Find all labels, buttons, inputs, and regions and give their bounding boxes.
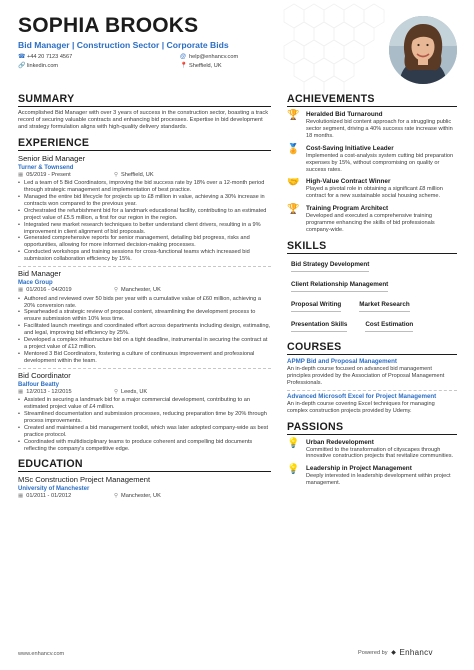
- candidate-title: Bid Manager | Construction Sector | Corporate Bids: [18, 40, 229, 50]
- contact-info: [18, 52, 338, 70]
- job-dates: 01/2016 - 04/2019: [26, 287, 72, 294]
- achievement-desc: Developed and executed a comprehensive training programme enhancing the skills of bid professionals company-wide.: [306, 213, 435, 234]
- passion-desc: Deeply interested in leadership development within project management.: [306, 473, 451, 487]
- bullet-item: • Managed the entire bid lifecycle for projects up to £8 million in value, achieving a 30% increase in contracts won compared to the previous year.: [18, 194, 271, 208]
- company-name: Mace Group: [18, 280, 53, 287]
- divider: [287, 390, 457, 391]
- achievement-desc: Revolutionized bid content approach for a struggling public sector segment, driving a 40% success rate increase within 18 months.: [306, 119, 453, 139]
- trophy-icon: 🏆: [287, 110, 300, 121]
- linkedin-text: linkedin.com: [27, 62, 59, 69]
- medal-icon: 🏅: [287, 143, 300, 155]
- job-dates: 05/2019 - Present: [26, 171, 71, 178]
- bullet-item: • Orchestrated the refurbishment bid for a landmark educational facility, contributing to an estimated project value of £5.5 million, a first for our region in the region.: [18, 208, 271, 222]
- avatar: [389, 16, 457, 84]
- phone-text: +44 20 7123 4567: [27, 53, 73, 60]
- location-pin-icon: ⚲: [114, 287, 119, 294]
- achievement-desc: Played a pivotal role in obtaining a significant £8 million contract for a new sustainable social housing scheme.: [306, 186, 443, 200]
- phone-item[interactable]: [18, 54, 180, 60]
- bullet-item: • Conducted workshops and training sessions for cross-functional teams which increased bid submission collaboration efficiency by 15%.: [18, 249, 271, 263]
- summary-heading: SUMMARY: [18, 93, 271, 107]
- calendar-icon: ▦: [18, 171, 24, 178]
- job-meta: [18, 287, 271, 295]
- email-text: help@enhancv.com: [189, 53, 239, 60]
- skill-tag: Cost Estimation: [365, 319, 413, 332]
- bullet-item: • Authored and reviewed over 50 bids per year with a cumulative value of £60 million, achieving a 20% conversion rate.: [18, 296, 271, 310]
- skill-tag: Proposal Writing: [291, 299, 341, 312]
- passion-item: [287, 464, 457, 487]
- achievement-item: [287, 204, 457, 234]
- bullet-item: • Created and maintained a bid management toolkit, which was later adopted company-wide as best practice protocol.: [18, 425, 271, 439]
- job-location: Leeds, UK: [121, 388, 148, 395]
- location-pin-icon: ⚲: [114, 388, 119, 395]
- job-location: Sheffield, UK: [121, 171, 154, 178]
- course-title: APMP Bid and Proposal Management: [287, 357, 397, 365]
- link-icon: 🔗: [18, 62, 26, 69]
- divider: [18, 368, 271, 369]
- achievement-desc: Implemented a cost-analysis system cutting bid preparation expenses by 15%, without compromising on quality or success rates.: [306, 152, 454, 173]
- job-entry: [18, 269, 271, 365]
- bullet-item: • Facilitated launch meetings and coordinated effort across departments including design, estimating, and legal, improving bid efficiency by 25%.: [18, 323, 271, 337]
- education-location: Manchester, UK: [121, 493, 161, 500]
- experience-heading: EXPERIENCE: [18, 137, 271, 151]
- courses-heading: COURSES: [287, 341, 457, 355]
- job-title: Bid Coordinator: [18, 370, 71, 380]
- skills-heading: SKILLS: [287, 240, 457, 254]
- job-meta: [18, 389, 271, 397]
- lightbulb-icon: 💡: [287, 464, 300, 476]
- bullet-item: • Developed a complex infrastructure bid on a tight deadline, instrumental in securing the contract at a project value of £12 million.: [18, 337, 271, 351]
- linkedin-item[interactable]: [18, 63, 180, 69]
- bullet-item: • Led a team of 5 Bid Coordinators, improving the bid success rate by 18% over a 12-month period through strategic management and implementation of best practice.: [18, 180, 271, 194]
- phone-icon: ☎: [18, 53, 26, 60]
- achievement-title: Cost-Saving Initiative Leader: [306, 144, 394, 152]
- job-entry: [18, 154, 271, 263]
- education-meta: [18, 493, 271, 501]
- bullet-item: • Generated comprehensive reports for senior management, detailing bid progress, risks and opportunities, allowing for more informed decision-making processes.: [18, 235, 271, 249]
- bullet-item: • Mentored 3 Bid Coordinators, fostering a culture of continuous improvement and professional development within the team.: [18, 351, 271, 365]
- job-bullets: [18, 397, 271, 452]
- bullet-item: • Assisted in securing a landmark bid for a major commercial development, contributing to an estimated project value of £4 million.: [18, 397, 271, 411]
- passion-desc: Committed to the transformation of cityscapes through innovative construction projects that revitalize communities.: [306, 446, 454, 460]
- handshake-icon: 🤝: [287, 177, 300, 189]
- skill-tag: Market Research: [359, 299, 409, 312]
- location-pin-icon: ⚲: [114, 171, 119, 178]
- candidate-name: SOPHIA BROOKS: [18, 14, 199, 37]
- bullet-item: • Streamlined documentation and submission processes, reducing preparation time by 20% through process improvements.: [18, 411, 271, 425]
- achievement-title: Heralded Bid Turnaround: [306, 111, 383, 118]
- education-heading: EDUCATION: [18, 458, 271, 472]
- passions-heading: PASSIONS: [287, 421, 457, 435]
- achievements-heading: ACHIEVEMENTS: [287, 93, 457, 107]
- achievement-title: Training Program Architect: [306, 205, 389, 213]
- right-column: [287, 93, 457, 491]
- job-entry: [18, 371, 271, 453]
- job-location: Manchester, UK: [121, 287, 161, 294]
- passion-title: Leadership in Project Management: [306, 465, 412, 473]
- job-bullets: [18, 180, 271, 263]
- course-title: Advanced Microsoft Excel for Project Management: [287, 392, 437, 400]
- company-name: Balfour Beatty: [18, 381, 60, 388]
- bullet-item: • Spearheaded a strategic review of proposal content, streamlining the development process to ensure submission within 10% less time.: [18, 309, 271, 323]
- skills-list: [287, 257, 457, 337]
- course-item: [287, 358, 457, 387]
- calendar-icon: ▦: [18, 287, 24, 294]
- job-title: Senior Bid Manager: [18, 153, 86, 163]
- at-icon: @: [180, 53, 187, 60]
- location-item: [180, 63, 222, 69]
- job-dates: 12/2013 - 12/2015: [26, 388, 72, 395]
- summary-text: Accomplished Bid Manager with over 3 years of success in the construction sector, boasting a track record of securing valuable contracts and enhancing bid processes. Expertise in bid development and strategy formulation aligns with high-quality delivery standards.: [18, 110, 269, 130]
- achievement-title: High-Value Contract Winner: [306, 178, 391, 186]
- job-title: Bid Manager: [18, 269, 62, 279]
- brand-name: Enhancv: [399, 648, 433, 657]
- passion-title: Urban Redevelopment: [306, 438, 374, 446]
- location-pin-icon: ⚲: [114, 493, 119, 500]
- location-pin-icon: 📍: [180, 62, 188, 69]
- left-column: [18, 93, 271, 502]
- degree-title: MSc Construction Project Management: [18, 475, 151, 485]
- calendar-icon: ▦: [18, 388, 24, 395]
- bullet-item: • Coordinated with multidisciplinary teams to produce coherent and compelling bid documents reflecting the company's competitive edge.: [18, 439, 271, 453]
- bullet-item: • Integrated new market research techniques to better understand client drivers, resulting in a 9% improvement in client alignment of bid proposals.: [18, 222, 271, 236]
- lightbulb-icon: 💡: [287, 437, 300, 449]
- footer-branding: [358, 648, 433, 657]
- course-item: [287, 393, 457, 415]
- footer-website[interactable]: www.enhancv.com: [18, 651, 65, 657]
- achievement-item: [287, 144, 457, 174]
- passion-item: [287, 438, 457, 461]
- skill-tag: Presentation Skills: [291, 319, 347, 332]
- job-meta: [18, 172, 271, 180]
- enhancv-logo-icon: ◆: [391, 649, 396, 656]
- skill-tag: Bid Strategy Development: [291, 259, 369, 272]
- education-dates: 01/2011 - 01/2012: [26, 493, 72, 500]
- company-name: Turner & Townsend: [18, 164, 74, 171]
- skill-tag: Client Relationship Management: [291, 279, 388, 292]
- email-item[interactable]: [180, 54, 238, 60]
- divider: [18, 266, 271, 267]
- trophy-icon: 🏆: [287, 204, 300, 216]
- course-desc: An in-depth course focused on advanced bid management principles provided by the Association of Proposal Management Professionals.: [287, 365, 445, 386]
- calendar-icon: ▦: [18, 493, 24, 500]
- achievement-item: [287, 110, 457, 140]
- location-text: Sheffield, UK: [189, 62, 222, 69]
- powered-by-text: Powered by: [358, 649, 388, 656]
- job-bullets: [18, 296, 271, 365]
- course-desc: An in-depth course covering Excel techniques for managing complex construction projects provided by Udemy.: [287, 400, 435, 414]
- achievement-item: [287, 177, 457, 200]
- school-name: University of Manchester: [18, 486, 90, 493]
